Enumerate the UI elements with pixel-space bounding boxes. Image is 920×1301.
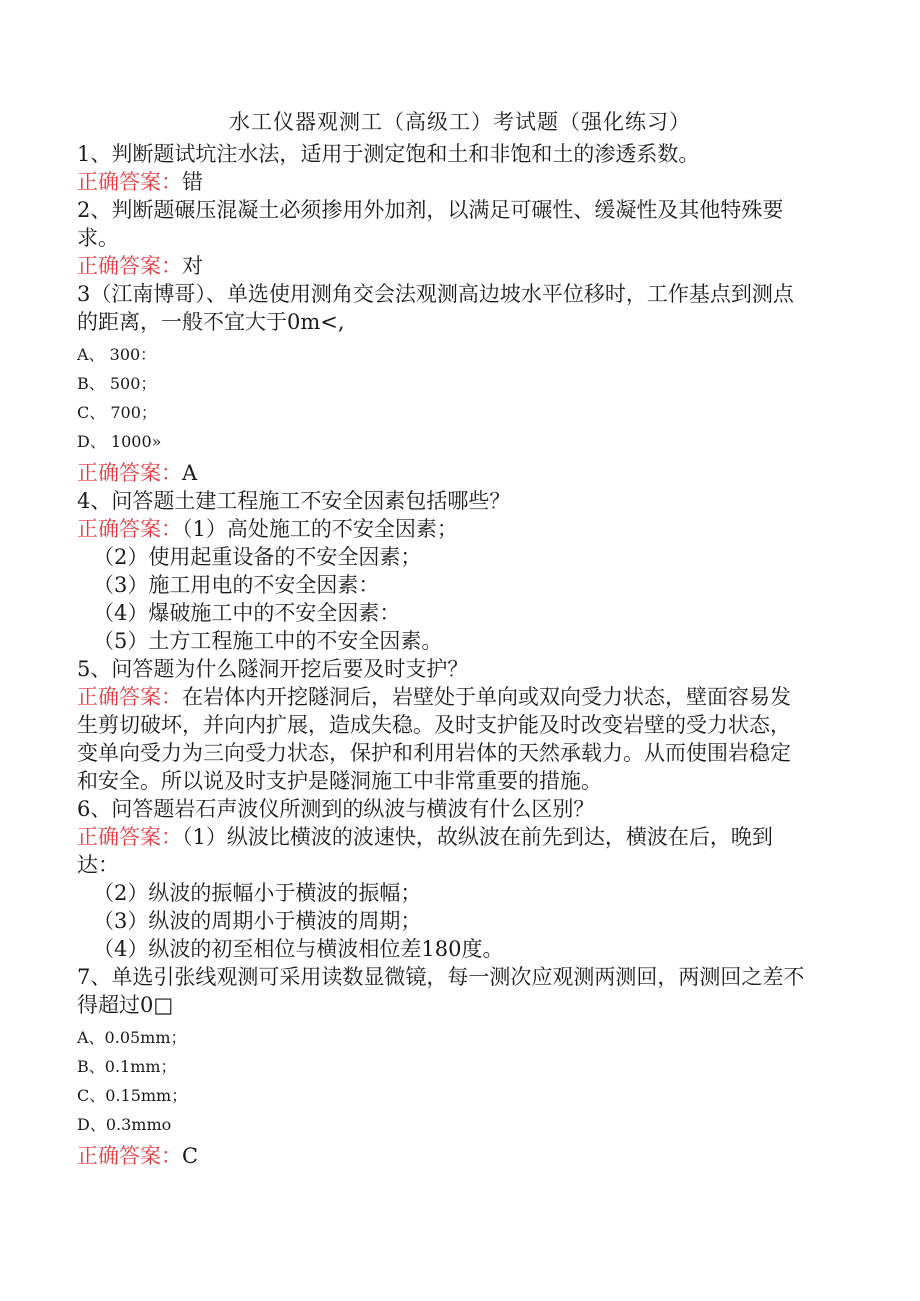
- question-1-text: 1、判断题试坑注水法，适用于测定饱和土和非饱和土的渗透系数。: [77, 142, 700, 166]
- question-2-line-2: 求。: [77, 226, 119, 250]
- page-title: 水工仪器观测工（高级工）考试题（强化练习）: [229, 110, 691, 134]
- question-7-option-b: B、0.1mm；: [77, 1057, 177, 1076]
- question-4-answer-item: （2）使用起重设备的不安全因素；: [93, 545, 422, 569]
- question-4-answer-item: （5）土方工程施工中的不安全因素。: [93, 629, 443, 653]
- answer-label: 正确答案：: [77, 685, 182, 709]
- question-7-line-1: 7、单选引张线观测可采用读数显微镜，每一测次应观测两测回，两测回之差不: [77, 965, 805, 989]
- question-2-line-1: 2、判断题碾压混凝土必须掺用外加剂，以满足可碾性、缓凝性及其他特殊要: [77, 198, 784, 222]
- question-5-text: 5、问答题为什么隧洞开挖后要及时支护？: [77, 657, 469, 681]
- question-7-option-d: D、0.3mmo: [77, 1115, 172, 1134]
- question-4-answer-item: （4）爆破施工中的不安全因素：: [93, 601, 401, 625]
- question-3-option-a: A、 300：: [77, 345, 157, 364]
- answer-label: 正确答案：: [77, 461, 182, 485]
- answer-label: 正确答案：: [77, 825, 182, 849]
- question-3-option-c: C、 700；: [77, 403, 157, 422]
- question-3-line-2: 的距离，一般不宜大于0m<,: [77, 310, 345, 334]
- question-7-answer: [77, 1142, 847, 1170]
- answer-value: 在岩体内开挖隧洞后，岩壁处于单向或双向受力状态，壁面容易发: [182, 685, 791, 709]
- answer-label: 正确答案：: [77, 517, 182, 541]
- question-4-answer: [77, 515, 847, 543]
- question-3-line-1: 3（江南博哥）、单选使用测角交会法观测高边坡水平位移时，工作基点到测点: [77, 282, 794, 306]
- question-6-answer-line-2: 达：: [77, 853, 119, 877]
- question-6-answer-item: （4）纵波的初至相位与横波相位差180度。: [93, 937, 504, 961]
- question-5-answer-line-3: 变单向受力为三向受力状态，保护和利用岩体的天然承载力。从而使围岩稳定: [77, 741, 791, 765]
- question-5-answer-line-1: [77, 683, 847, 711]
- answer-value: （1）高处施工的不安全因素；: [182, 517, 458, 541]
- answer-value: （1）纵波比横波的波速快，故纵波在前先到达，横波在后，晚到: [182, 825, 773, 849]
- question-4-answer-item: （3）施工用电的不安全因素：: [93, 573, 380, 597]
- question-list: [77, 140, 847, 1170]
- question-3-answer: [77, 459, 847, 487]
- question-6-answer-item: （2）纵波的振幅小于横波的振幅；: [93, 881, 422, 905]
- question-6-answer-item: （3）纵波的周期小于横波的周期；: [93, 909, 422, 933]
- answer-value: A: [182, 461, 198, 485]
- question-6-answer-line-1: [77, 823, 847, 851]
- question-3-option-b: B、 500；: [77, 374, 157, 393]
- question-2-answer: [77, 252, 847, 280]
- question-3-option-d: D、 1000»: [77, 432, 162, 451]
- question-1-answer: [77, 168, 847, 196]
- question-7-option-a: A、0.05mm；: [77, 1028, 187, 1047]
- question-7-line-2: 得超过0□: [77, 993, 174, 1017]
- answer-value: 错: [182, 170, 203, 194]
- question-4-text: 4、问答题土建工程施工不安全因素包括哪些？: [77, 489, 511, 513]
- answer-value: 对: [182, 254, 203, 278]
- answer-label: 正确答案：: [77, 254, 182, 278]
- question-6-text: 6、问答题岩石声波仪所测到的纵波与横波有什么区别？: [77, 797, 595, 821]
- question-5-answer-line-4: 和安全。所以说及时支护是隧洞施工中非常重要的措施。: [77, 769, 602, 793]
- answer-value: C: [182, 1144, 199, 1168]
- answer-label: 正确答案：: [77, 170, 182, 194]
- answer-label: 正确答案：: [77, 1144, 182, 1168]
- question-5-answer-line-2: 生剪切破坏，并向内扩展，造成失稳。及时支护能及时改变岩壁的受力状态，: [77, 713, 791, 737]
- question-7-option-c: C、0.15mm；: [77, 1086, 188, 1105]
